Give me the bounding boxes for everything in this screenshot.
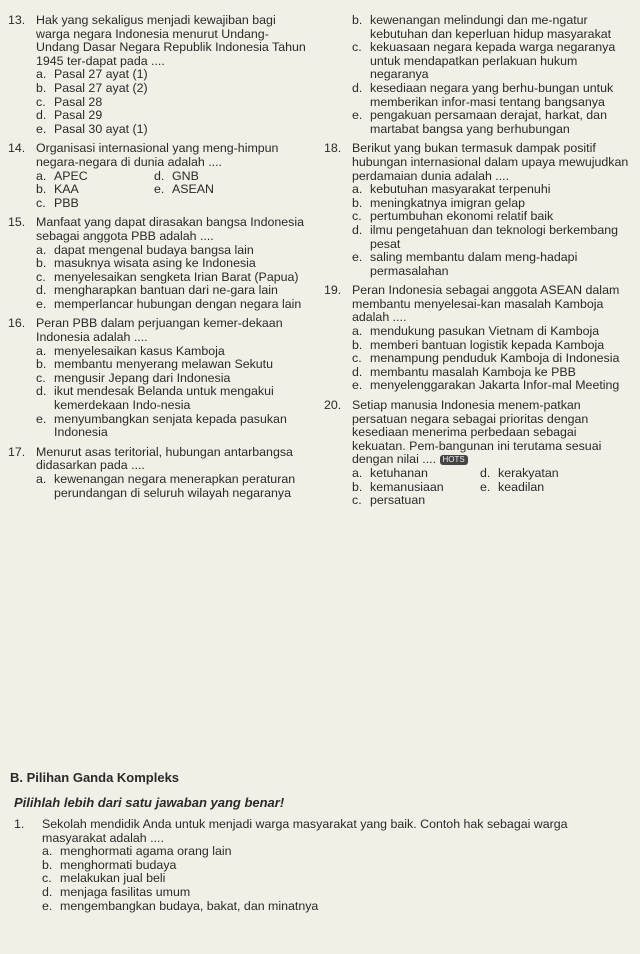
option-text: ikut mendesak Belanda untuk mengakui kemerdekaan Indo-nesia: [54, 384, 274, 413]
option-text: menghormati budaya: [60, 857, 177, 872]
option-text: kebutuhan masyarakat terpenuhi: [370, 182, 551, 197]
option-letter: d.: [36, 384, 47, 399]
section-b: [10, 770, 630, 919]
option-letter: b.: [352, 195, 363, 210]
option-letter: c.: [352, 40, 362, 55]
option[interactable]: [36, 244, 308, 258]
option-letter: d.: [352, 222, 363, 237]
section-title: B. Pilihan Ganda Kompleks: [10, 770, 180, 785]
option[interactable]: [480, 481, 632, 495]
option[interactable]: [42, 900, 630, 914]
option-letter: c.: [352, 493, 362, 508]
option-text: mengusir Jepang dari Indonesia: [54, 370, 231, 385]
option-text: memperlancar hubungan dengan negara lain: [54, 296, 302, 311]
option[interactable]: [352, 41, 632, 82]
question-number: 1.: [14, 817, 25, 831]
option-letter: a.: [352, 324, 363, 339]
option-text: kekuasaan negara kepada warga negaranya untuk mendapatkan perlakuan hukum negaranya: [370, 40, 616, 82]
question-text: Berikut yang bukan termasuk dampak positif hubungan internasional dalam upaya mewujudkan perdamaian dunia adalah ....: [352, 141, 629, 183]
option-letter: d.: [352, 364, 363, 379]
question-number: 19.: [324, 283, 342, 298]
option[interactable]: [42, 886, 630, 900]
option[interactable]: [36, 358, 308, 372]
option-text: menyumbangkan senjata kepada pasukan Indonesia: [54, 411, 287, 440]
option-letter: b.: [352, 337, 363, 352]
option-text: menyelesaikan sengketa Irian Barat (Papua): [54, 269, 299, 284]
option-text: membantu masalah Kamboja ke PBB: [370, 364, 576, 379]
option-letter: c.: [352, 351, 362, 366]
question-20: [324, 399, 632, 508]
option[interactable]: [36, 257, 308, 271]
option-grid: [352, 467, 632, 508]
question-b1: [14, 818, 630, 913]
option[interactable]: [42, 845, 630, 859]
option[interactable]: [36, 413, 308, 440]
option-text: kemanusiaan: [370, 479, 444, 494]
question-17-continued: [324, 14, 632, 136]
option-text: melakukan jual beli: [60, 871, 166, 886]
question-number: 17.: [8, 444, 26, 459]
option-letter: b.: [352, 13, 363, 27]
option[interactable]: [36, 123, 308, 137]
option-letter: c.: [36, 195, 46, 210]
option-text: Pasal 30 ayat (1): [54, 121, 148, 136]
option[interactable]: [352, 352, 632, 366]
option-text: ketuhanan: [370, 466, 428, 480]
option-text: membantu menyerang melawan Sekutu: [54, 357, 274, 372]
option-text: Pasal 27 ayat (2): [54, 80, 148, 95]
option-letter: e.: [154, 182, 165, 197]
option[interactable]: [42, 859, 630, 873]
option[interactable]: [352, 494, 480, 508]
option[interactable]: [352, 379, 632, 393]
option-text: mendukung pasukan Vietnam di Kamboja: [370, 324, 600, 339]
option-letter: e.: [352, 108, 363, 123]
option-text: menampung penduduk Kamboja di Indonesia: [370, 351, 620, 366]
question-17: [8, 446, 308, 500]
option-text: mengharapkan bantuan dari ne-gara lain: [54, 283, 278, 298]
option[interactable]: [36, 385, 308, 412]
option-letter: c.: [42, 871, 52, 886]
question-19: [324, 284, 632, 393]
option-letter: e.: [36, 296, 47, 311]
option-text: kesediaan negara yang berhu-bungan untuk memberikan infor-masi tentang bangsanya: [370, 80, 614, 109]
question-text: Setiap manusia Indonesia menem-patkan persatuan negara sebagai prioritas dengan kesediaan menerima perbedaan sebagai kekuatan. Pem-bangunan ini terutama sesuai dengan nilai ....: [352, 398, 602, 467]
option[interactable]: [36, 96, 308, 110]
option-text: Pasal 27 ayat (1): [54, 67, 148, 82]
option-text: kewenangan melindungi dan me-ngatur kebutuhan dan keperluan hidup masyarakat: [370, 13, 612, 41]
option-text: meningkatnya imigran gelap: [370, 195, 525, 210]
option-letter: e.: [36, 121, 47, 136]
option-letter: c.: [36, 94, 46, 109]
question-text: Sekolah mendidik Anda untuk menjadi warga masyarakat yang baik. Contoh hak sebagai warga masyarakat adalah ....: [42, 817, 568, 845]
option[interactable]: [480, 467, 632, 481]
option-text: mengembangkan budaya, bakat, dan minatnya: [60, 898, 319, 913]
option-text: ilmu pengetahuan dan teknologi berkembang pesat: [370, 222, 618, 251]
option-text: keadilan: [498, 479, 545, 494]
option-text: masuknya wisata asing ke Indonesia: [54, 256, 256, 271]
question-text: Peran Indonesia sebagai anggota ASEAN dalam membantu menyelesai-kan masalah Kamboja adalah ....: [352, 283, 620, 325]
option[interactable]: [352, 481, 480, 495]
option-letter: b.: [42, 857, 53, 872]
hots-badge: HOTS: [440, 455, 468, 465]
option-text: Pasal 29: [54, 108, 103, 123]
option-letter: a.: [36, 472, 47, 486]
option-text: menyelesaikan kasus Kamboja: [54, 343, 225, 358]
option-text: pengakuan persamaan derajat, harkat, dan martabat bangsa yang berhubungan: [370, 108, 607, 136]
option-letter: a.: [42, 844, 53, 859]
question-number: 15.: [8, 215, 26, 230]
option[interactable]: [36, 68, 308, 82]
option-letter: b.: [36, 80, 47, 95]
question-16: [8, 317, 308, 439]
option-text: pertumbuhan ekonomi relatif baik: [370, 209, 554, 224]
option-text: kewenangan negara menerapkan peraturan perundangan di seluruh wilayah negaranya: [54, 472, 296, 500]
option[interactable]: [352, 366, 632, 380]
option-letter: b.: [352, 479, 363, 494]
option-text: saling membantu dalam meng-hadapi permasalahan: [370, 250, 578, 278]
option[interactable]: [352, 197, 632, 211]
option-text: KAA: [54, 182, 79, 197]
option[interactable]: [36, 372, 308, 386]
right-column: [324, 14, 632, 514]
option-letter: a.: [36, 168, 47, 183]
option[interactable]: [36, 82, 308, 96]
option[interactable]: [36, 284, 308, 298]
option[interactable]: [352, 210, 632, 224]
option-text: kerakyatan: [498, 466, 559, 480]
option[interactable]: [352, 109, 632, 136]
option-letter: a.: [36, 242, 47, 257]
option-letter: d.: [36, 283, 47, 298]
option[interactable]: [352, 82, 632, 109]
option-text: memberi bantuan logistik kepada Kamboja: [370, 337, 605, 352]
option-letter: d.: [36, 108, 47, 123]
option[interactable]: [36, 473, 308, 500]
option-letter: a.: [36, 67, 47, 82]
option-letter: c.: [352, 209, 362, 224]
left-column: [8, 14, 308, 506]
option-letter: e.: [42, 898, 53, 913]
option-text: PBB: [54, 195, 79, 210]
option-grid: [36, 170, 308, 211]
option-text: APEC: [54, 168, 88, 183]
option-letter: d.: [480, 466, 491, 480]
option[interactable]: [352, 251, 632, 278]
option-letter: e.: [352, 250, 363, 265]
section-instruction: Pilihlah lebih dari satu jawaban yang benar!: [14, 795, 285, 810]
question-number: 18.: [324, 141, 342, 156]
question-text: Hak yang sekaligus menjadi kewajiban bagi warga negara Indonesia menurut Undang-Undang Dasar Negara Republik Indonesia Tahun 1945 ter-dapat pada ....: [36, 13, 306, 68]
option-text: dapat mengenal budaya bangsa lain: [54, 242, 254, 257]
question-number: 16.: [8, 316, 26, 331]
option[interactable]: [42, 872, 630, 886]
question-15: [8, 216, 308, 311]
option-letter: b.: [36, 357, 47, 372]
option[interactable]: [352, 14, 632, 41]
question-text: Organisasi internasional yang meng-himpun negara-negara di dunia adalah ....: [36, 141, 279, 169]
option[interactable]: [36, 197, 154, 211]
option[interactable]: [352, 325, 632, 339]
question-text: Peran PBB dalam perjuangan kemer-dekaan Indonesia adalah ....: [36, 316, 283, 345]
question-number: 14.: [8, 141, 26, 156]
option[interactable]: [36, 170, 154, 184]
question-14: [8, 142, 308, 210]
option-text: Pasal 28: [54, 94, 103, 109]
option[interactable]: [36, 298, 308, 312]
option-letter: a.: [352, 466, 363, 480]
option[interactable]: [36, 183, 154, 197]
question-number: 20.: [324, 398, 342, 413]
option-letter: d.: [154, 168, 165, 183]
option-letter: d.: [42, 884, 53, 899]
question-number: 13.: [8, 13, 26, 27]
option-letter: e.: [36, 411, 47, 426]
option[interactable]: [352, 183, 632, 197]
option[interactable]: [36, 345, 308, 359]
question-18: [324, 142, 632, 278]
option[interactable]: [154, 183, 308, 197]
option-letter: b.: [36, 182, 47, 197]
question-text: Manfaat yang dapat dirasakan bangsa Indonesia sebagai anggota PBB adalah ....: [36, 215, 304, 243]
question-text: Menurut asas teritorial, hubungan antarbangsa didasarkan pada ....: [36, 444, 293, 473]
option-letter: c.: [36, 269, 46, 284]
option[interactable]: [36, 271, 308, 285]
option-text: ASEAN: [172, 182, 215, 197]
option-text: persatuan: [370, 493, 426, 508]
option[interactable]: [352, 339, 632, 353]
option-text: GNB: [172, 168, 199, 183]
option-letter: e.: [480, 479, 491, 494]
option-text: menghormati agama orang lain: [60, 844, 232, 859]
option-letter: e.: [352, 378, 363, 393]
option-letter: d.: [352, 80, 363, 95]
option[interactable]: [36, 109, 308, 123]
question-13: [8, 14, 308, 136]
option[interactable]: [352, 467, 480, 481]
option-letter: a.: [352, 182, 363, 197]
option-letter: a.: [36, 343, 47, 358]
option-letter: c.: [36, 370, 46, 385]
option[interactable]: [352, 224, 632, 251]
option[interactable]: [154, 170, 308, 184]
option-text: menyelenggarakan Jakarta Infor-mal Meeting: [370, 378, 620, 393]
question-text-wrap: [352, 399, 632, 467]
option-text: menjaga fasilitas umum: [60, 884, 191, 899]
option-letter: b.: [36, 256, 47, 271]
